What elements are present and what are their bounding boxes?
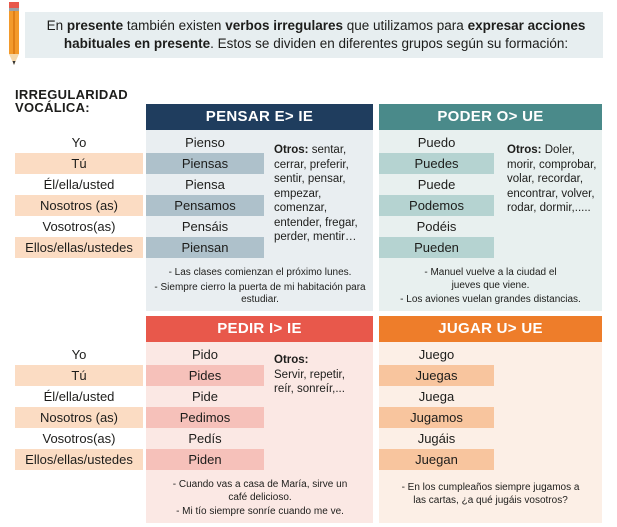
verb-form: Puedes xyxy=(379,153,494,174)
card-title: JUGAR U> UE xyxy=(379,316,602,342)
card-body xyxy=(146,342,373,523)
pronoun: Ellos/ellas/ustedes xyxy=(15,449,143,470)
verb-form: Jugáis xyxy=(417,431,456,446)
verb-forms xyxy=(146,344,264,470)
verb-forms xyxy=(379,344,494,470)
pronoun: Nosotros (as) xyxy=(15,407,143,428)
card-poder xyxy=(379,104,602,311)
pronoun: Tú xyxy=(15,153,143,174)
card-title: PODER O> UE xyxy=(379,104,602,130)
example-sentence: - En los cumpleaños siempre jugamos a las cartas, ¿a qué jugáis vosotros? xyxy=(401,482,580,506)
verb-form: Piensas xyxy=(146,153,264,174)
verb-form: Pides xyxy=(146,365,264,386)
pronoun: Él/ella/usted xyxy=(43,177,115,192)
pronoun-column-top xyxy=(15,132,143,258)
card-pensar xyxy=(146,104,373,311)
example-sentence: - Cuando vas a casa de María, sirve un café delicioso. xyxy=(172,479,348,503)
verb-form: Podemos xyxy=(379,195,494,216)
card-body xyxy=(146,130,373,311)
pronoun: Yo xyxy=(71,135,87,150)
card-body xyxy=(379,342,602,523)
intro-text: En presente también existen verbos irregulares que utilizamos para expresar acciones habituales en presente. Estos se dividen en diferentes grupos según su formación: xyxy=(25,12,603,58)
verb-form: Puedo xyxy=(417,135,456,150)
verb-form: Pueden xyxy=(379,237,494,258)
verb-form: Pedimos xyxy=(146,407,264,428)
example-sentence: - Manuel vuelve a la ciudad el jueves que viene. xyxy=(424,267,557,291)
pronoun: Vosotros(as) xyxy=(42,431,116,446)
verb-form: Podéis xyxy=(416,219,457,234)
verb-form: Puede xyxy=(417,177,456,192)
examples xyxy=(150,267,370,309)
example-sentence: - Mi tío siempre sonríe cuando me ve. xyxy=(176,506,344,517)
card-pedir xyxy=(146,316,373,523)
pronoun: Nosotros (as) xyxy=(15,195,143,216)
pronoun: Yo xyxy=(71,347,87,362)
verb-form: Piden xyxy=(146,449,264,470)
card-jugar xyxy=(379,316,602,523)
examples xyxy=(383,482,598,509)
card-title: PEDIR I> IE xyxy=(146,316,373,342)
verb-form: Juegas xyxy=(379,365,494,386)
verb-form: Pedís xyxy=(188,431,222,446)
verb-form: Piensan xyxy=(146,237,264,258)
example-sentence: - Los aviones vuelan grandes distancias. xyxy=(400,294,581,305)
examples xyxy=(383,267,598,309)
example-sentence: - Las clases comienzan el próximo lunes. xyxy=(168,267,352,278)
verb-form: Pensáis xyxy=(181,219,229,234)
verb-form: Jugamos xyxy=(379,407,494,428)
verb-form: Juega xyxy=(418,389,455,404)
verb-form: Pensamos xyxy=(146,195,264,216)
other-verbs: Otros: sentar, cerrar, preferir, sentir, pensar, empezar, comenzar, entender, fregar, perder, mentir… xyxy=(274,144,358,243)
card-title: PENSAR E> IE xyxy=(146,104,373,130)
examples xyxy=(150,479,370,521)
pronoun: Ellos/ellas/ustedes xyxy=(15,237,143,258)
pronoun: Vosotros(as) xyxy=(42,219,116,234)
pronoun: Tú xyxy=(15,365,143,386)
pronoun-column-bottom xyxy=(15,344,143,470)
verb-forms xyxy=(146,132,264,258)
verb-form: Juegan xyxy=(379,449,494,470)
section-label: IRREGULARIDAD VOCÁLICA: xyxy=(15,87,128,115)
verb-form: Pido xyxy=(191,347,219,362)
verb-form: Piensa xyxy=(185,177,225,192)
other-verbs: Otros: Servir, repetir, reír, sonreír,... xyxy=(274,354,345,395)
other-verbs: Otros: Doler, morir, comprobar, volar, recordar, encontrar, volver, rodar, dormir,..... xyxy=(507,144,597,214)
card-body xyxy=(379,130,602,311)
pencil-icon xyxy=(6,2,22,66)
verb-form: Pienso xyxy=(185,135,225,150)
verb-form: Pide xyxy=(191,389,219,404)
pronoun: Él/ella/usted xyxy=(43,389,115,404)
verb-form: Juego xyxy=(418,347,455,362)
example-sentence: - Siempre cierro la puerta de mi habitación para estudiar. xyxy=(154,281,366,305)
verb-forms xyxy=(379,132,494,258)
